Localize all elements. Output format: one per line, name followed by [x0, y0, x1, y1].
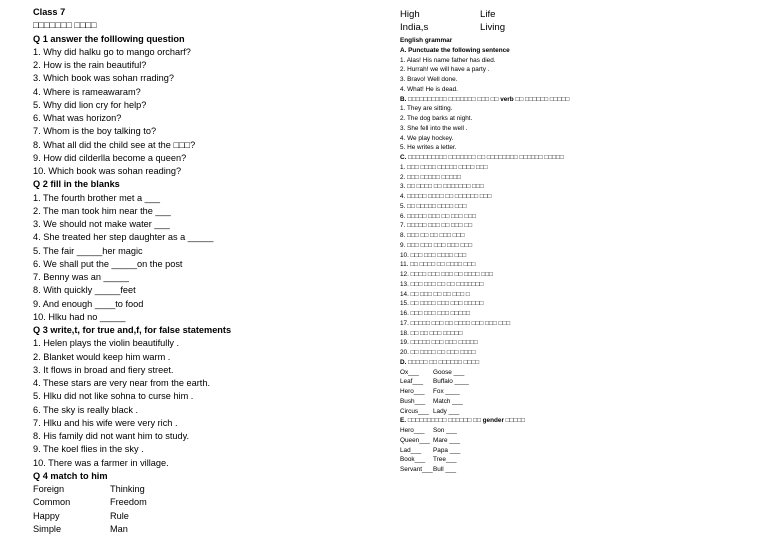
section-e-row — [400, 426, 760, 436]
section-e-row — [400, 446, 760, 456]
section-d-right: Lady ___ — [433, 407, 460, 415]
section-c-item: 2. □□□ □□□□□ □□□□□ — [400, 173, 461, 181]
q2-item: 8. With quickly _____feet — [33, 285, 136, 296]
match-right: Life — [480, 9, 496, 20]
q3-item: 1. Helen plays the violin beautifully . — [33, 338, 180, 349]
match-row — [33, 496, 373, 509]
section-b-item: 4. We play hockey. — [400, 134, 454, 142]
q3-item: 9. The koel flies in the sky . — [33, 444, 144, 455]
q1-item: 5. Why did lion cry for help? — [33, 99, 147, 110]
match-row — [33, 510, 373, 523]
section-d-right: Fox ____ — [433, 388, 460, 395]
section-d-right: Buffalo ____ — [433, 378, 469, 386]
q3-item: 4. These stars are very near from the earth. — [33, 378, 211, 388]
section-e-left: Hero___ — [400, 427, 425, 434]
section-e-heading: E. □□□□□□□□□□ □□□□□□ □□ gender □□□□□ — [400, 417, 526, 425]
section-a-item: 2. Hurrah! we will have a party . — [400, 66, 490, 74]
q3-item: 10. There was a farmer in village. — [33, 457, 169, 468]
section-e-left: Book___ — [400, 456, 426, 464]
q2-heading: Q 2 fill in the blanks — [33, 179, 120, 190]
match-left: Simple — [33, 523, 62, 534]
section-c-item: 16. □□□ □□□ □□□ □□□□□ — [400, 310, 471, 317]
q1-item: 6. What was horizon? — [33, 113, 122, 123]
match-right: Thinking — [110, 484, 145, 494]
match-right: Rule — [110, 510, 129, 521]
q2-list — [33, 192, 373, 325]
section-b-item: 5. He writes a letter. — [400, 144, 457, 152]
match-row — [33, 483, 373, 496]
q1-item: 2. How is the rain beautiful? — [33, 60, 147, 70]
match-right: Living — [480, 22, 506, 33]
grammar-title: English grammar — [400, 37, 453, 44]
section-e-row — [400, 465, 760, 475]
q4-match-list — [33, 483, 373, 536]
section-c-item: 5. □□ □□□□□ □□□□ □□□ — [400, 202, 467, 210]
q1-item: 8. What all did the child see at the □□□? — [33, 139, 196, 150]
section-d-left: Bush___ — [400, 397, 426, 405]
match-left: Happy — [33, 510, 60, 521]
section-c-item: 3. □□ □□□□ □□ □□□□□□□ □□□ — [400, 183, 484, 191]
q2-item: 3. We should not make water ___ — [33, 219, 170, 229]
section-c-item: 12. □□□□ □□□ □□□ □□ □□□□ □□□ — [400, 271, 493, 278]
section-b-item: 1. They are sitting. — [400, 105, 453, 113]
section-b-item: 3. She fell into the well . — [400, 124, 468, 132]
section-d-row — [400, 368, 760, 378]
section-d-left: Hero___ — [400, 388, 425, 395]
match-right: Man — [110, 523, 128, 534]
section-d-left: Ox___ — [400, 368, 419, 376]
q1-item: 3. Which book was sohan rrading? — [33, 73, 174, 84]
section-c-item: 7. □□□□□ □□□ □□ □□□ □□ — [400, 222, 473, 230]
section-a-heading: A. Punctuate the following sentence — [400, 46, 510, 54]
q3-heading: Q 3 write,t, for true and,f, for false statements — [33, 325, 232, 335]
q2-item: 4. She treated her step daughter as a _____ — [33, 232, 214, 243]
q1-item: 9. How did cilderlla become a queen? — [33, 152, 187, 163]
match-row — [400, 8, 760, 21]
section-c-item: 4. □□□□□ □□□□ □□ □□□□□□ □□□ — [400, 193, 492, 200]
q2-item: 9. And enough ____to food — [33, 298, 144, 309]
q1-item: 10. Which book was sohan reading? — [33, 166, 182, 176]
section-e-left: Lad___ — [400, 446, 422, 454]
match-row — [400, 21, 760, 34]
q2-item: 7. Benny was an _____ — [33, 272, 130, 282]
right-column — [400, 8, 760, 475]
q1-list — [33, 46, 373, 179]
q2-item: 10. Hlku had no _____ — [33, 311, 126, 322]
q3-list — [33, 337, 373, 470]
q1-heading: Q 1 answer the folllowing question — [33, 33, 185, 44]
section-e-row — [400, 455, 760, 465]
section-b-item: 2. The dog barks at night. — [400, 115, 473, 122]
section-e-left: Servant___ — [400, 466, 433, 473]
q3-item: 8. His family did not want him to study. — [33, 431, 190, 441]
section-c-item: 6. □□□□□ □□□ □□ □□□ □□□ — [400, 212, 476, 220]
section-e-right: Tree___ — [433, 456, 457, 464]
q3-item: 6. The sky is really black . — [33, 404, 139, 415]
q2-item: 6. We shall put the _____on the post — [33, 258, 183, 269]
section-c-item: 20. □□ □□□□ □□ □□□ □□□□ — [400, 349, 476, 356]
section-c-item: 9. □□□ □□□ □□□ □□□ □□□ — [400, 241, 473, 249]
q3-item: 2. Blanket would keep him warm . — [33, 351, 171, 362]
section-d-left: Circus___ — [400, 407, 429, 415]
q2-item: 2. The man took him near the ___ — [33, 205, 171, 216]
match-left: Common — [33, 497, 71, 508]
section-d-row — [400, 397, 760, 407]
section-e-right: Bull ___ — [433, 466, 457, 473]
section-c-item: 13. □□□ □□□ □□ □□ □□□□□□□ — [400, 280, 484, 288]
q1-item: 4. Where is rameawaram? — [33, 86, 141, 97]
match-left: High — [400, 9, 420, 20]
section-d-row — [400, 377, 760, 387]
section-c-item: 19. □□□□□ □□□ □□□ □□□□□ — [400, 339, 478, 347]
section-a-item: 4. What! He is dead. — [400, 85, 458, 93]
section-c-heading: C. □□□□□□□□□□ □□□□□□□ □□ □□□□□□□□ □□□□□□ □□□□□ — [400, 154, 564, 161]
section-a-item: 3. Bravo! Well done. — [400, 76, 458, 83]
section-c-item: 18. □□ □□ □□□ □□□□□ — [400, 329, 463, 337]
match-left: India,s — [400, 22, 429, 33]
section-e-right: Son ___ — [433, 427, 457, 434]
subject-title: □□□□□□□ □□□□ — [33, 20, 97, 31]
section-e-row — [400, 436, 760, 446]
q1-item: 1. Why did halku go to mango orcharf? — [33, 46, 191, 57]
section-d-right: Goose ___ — [433, 368, 465, 376]
q1-item: 7. Whom is the boy talking to? — [33, 126, 157, 137]
section-c-item: 11. □□ □□□□ □□ □□□□ □□□ — [400, 261, 476, 269]
q2-item: 1. The fourth brother met a ___ — [33, 192, 161, 203]
section-b-heading: B. □□□□□□□□□□ □□□□□□□ □□□ □□ verb □□ □□□□□□ □□□□□ — [400, 95, 570, 103]
class-title: Class 7 — [33, 7, 66, 17]
section-d-right: Match ___ — [433, 397, 463, 405]
match-row — [33, 523, 373, 536]
section-c-item: 1. □□□ □□□□ □□□□□ □□□□ □□□ — [400, 163, 488, 171]
section-d-heading: D. □□□□□ □□ □□□□□□ □□□□ — [400, 358, 480, 366]
q3-item: 3. It flows in broad and fiery street. — [33, 364, 174, 375]
section-c-item: 8. □□□ □□ □□ □□□ □□□ — [400, 232, 465, 239]
q3-item: 7. Hlku and his wife were very rich . — [33, 417, 178, 428]
section-a-item: 1. Alas! His name father has died. — [400, 56, 496, 64]
section-c-item: 14. □□ □□□ □□ □□ □□□ □ — [400, 290, 470, 298]
section-d-left: Leaf___ — [400, 378, 424, 386]
q2-item: 5. The fair _____her magic — [33, 245, 143, 256]
section-c-item: 17. □□□□□ □□□ □□ □□□□ □□□ □□□ □□□ — [400, 319, 511, 327]
section-e-right: Mare ___ — [433, 436, 460, 444]
section-c-item: 10. □□□ □□□ □□□□ □□□ — [400, 251, 467, 259]
section-d-row — [400, 387, 760, 397]
section-d-row — [400, 407, 760, 417]
match-left: Foreign — [33, 484, 65, 494]
left-column — [33, 6, 373, 536]
section-e-right: Papa ___ — [433, 446, 461, 454]
q4-heading: Q 4 match to him — [33, 470, 108, 481]
q3-item: 5. Hlku did not like sohna to curse him . — [33, 391, 194, 402]
section-e-left: Queen___ — [400, 436, 430, 444]
match-right: Freedom — [110, 497, 147, 508]
section-c-item: 15. □□ □□□□ □□□ □□□ □□□□□ — [400, 300, 484, 308]
